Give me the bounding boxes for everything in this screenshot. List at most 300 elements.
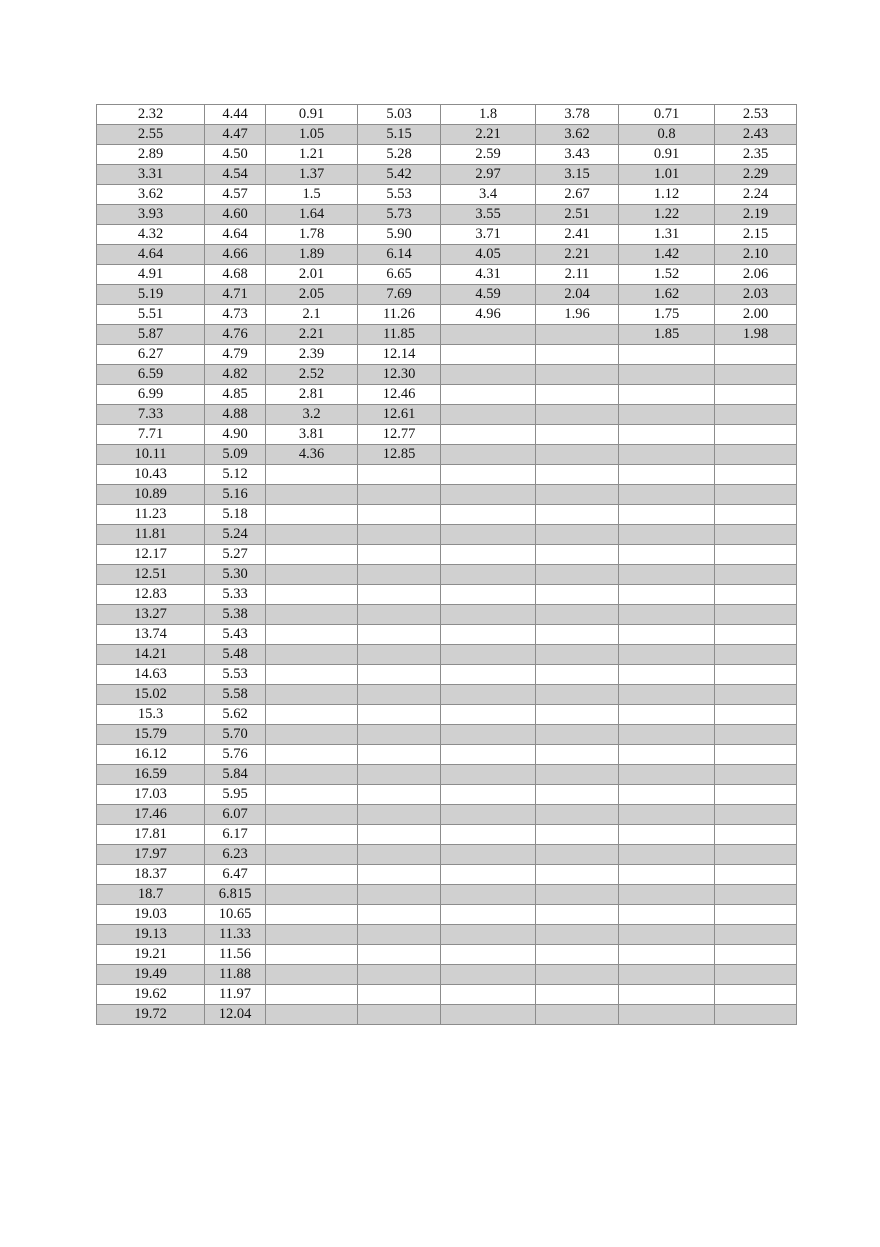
table-cell	[619, 445, 715, 465]
table-cell	[619, 745, 715, 765]
table-cell: 5.18	[205, 505, 266, 525]
table-cell	[358, 785, 441, 805]
table-cell: 1.12	[619, 185, 715, 205]
table-cell: 1.96	[536, 305, 619, 325]
table-row	[97, 505, 797, 525]
table-cell: 2.32	[97, 105, 205, 125]
table-cell: 5.43	[205, 625, 266, 645]
table-cell	[358, 625, 441, 645]
table-cell	[358, 645, 441, 665]
table-cell: 3.93	[97, 205, 205, 225]
table-cell: 1.89	[266, 245, 358, 265]
table-cell	[266, 645, 358, 665]
table-cell: 4.44	[205, 105, 266, 125]
table-cell: 13.27	[97, 605, 205, 625]
table-cell	[536, 385, 619, 405]
table-cell: 3.62	[97, 185, 205, 205]
table-cell: 1.78	[266, 225, 358, 245]
table-cell: 11.97	[205, 985, 266, 1005]
table-cell	[266, 885, 358, 905]
table-cell: 5.51	[97, 305, 205, 325]
table-cell	[715, 985, 797, 1005]
table-cell	[715, 605, 797, 625]
table-row	[97, 205, 797, 225]
table-cell: 12.51	[97, 565, 205, 585]
table-cell: 4.36	[266, 445, 358, 465]
table-cell	[715, 825, 797, 845]
table-cell	[619, 765, 715, 785]
table-cell: 5.33	[205, 585, 266, 605]
table-cell: 4.82	[205, 365, 266, 385]
table-cell: 1.01	[619, 165, 715, 185]
table-cell: 6.65	[358, 265, 441, 285]
table-cell: 5.09	[205, 445, 266, 465]
table-cell: 10.43	[97, 465, 205, 485]
table-body	[97, 105, 797, 1025]
table-row	[97, 965, 797, 985]
table-cell: 1.98	[715, 325, 797, 345]
table-row	[97, 985, 797, 1005]
table-cell	[266, 725, 358, 745]
table-cell: 4.31	[441, 265, 536, 285]
table-cell: 4.68	[205, 265, 266, 285]
table-cell: 2.55	[97, 125, 205, 145]
table-cell: 15.79	[97, 725, 205, 745]
table-cell	[358, 705, 441, 725]
table-cell	[441, 825, 536, 845]
table-cell	[358, 985, 441, 1005]
table-cell	[715, 485, 797, 505]
table-cell	[266, 465, 358, 485]
table-cell	[619, 385, 715, 405]
table-cell: 14.21	[97, 645, 205, 665]
table-cell	[266, 905, 358, 925]
table-cell	[619, 985, 715, 1005]
table-cell: 2.41	[536, 225, 619, 245]
table-cell: 3.62	[536, 125, 619, 145]
table-cell	[715, 1005, 797, 1025]
table-cell	[715, 445, 797, 465]
table-cell: 2.11	[536, 265, 619, 285]
table-cell	[619, 425, 715, 445]
table-cell	[266, 665, 358, 685]
table-row	[97, 285, 797, 305]
table-row	[97, 625, 797, 645]
table-row	[97, 945, 797, 965]
table-cell: 5.73	[358, 205, 441, 225]
table-row	[97, 725, 797, 745]
table-cell: 3.31	[97, 165, 205, 185]
table-cell	[358, 945, 441, 965]
table-cell	[441, 745, 536, 765]
table-cell: 5.03	[358, 105, 441, 125]
table-cell	[441, 385, 536, 405]
table-cell	[619, 365, 715, 385]
table-cell	[266, 805, 358, 825]
table-cell: 5.12	[205, 465, 266, 485]
table-cell	[358, 505, 441, 525]
table-cell	[715, 705, 797, 725]
table-cell	[441, 685, 536, 705]
table-cell: 11.33	[205, 925, 266, 945]
table-row	[97, 425, 797, 445]
table-cell	[358, 805, 441, 825]
table-cell: 2.10	[715, 245, 797, 265]
table-cell: 3.43	[536, 145, 619, 165]
table-row	[97, 145, 797, 165]
table-cell	[619, 505, 715, 525]
table-cell: 5.27	[205, 545, 266, 565]
table-cell	[715, 785, 797, 805]
table-cell	[441, 545, 536, 565]
table-cell: 1.5	[266, 185, 358, 205]
table-cell	[715, 385, 797, 405]
table-cell: 5.19	[97, 285, 205, 305]
table-cell	[715, 965, 797, 985]
table-cell: 2.39	[266, 345, 358, 365]
table-cell	[536, 945, 619, 965]
table-row	[97, 885, 797, 905]
table-cell	[619, 465, 715, 485]
table-row	[97, 845, 797, 865]
table-cell: 10.89	[97, 485, 205, 505]
table-cell	[266, 605, 358, 625]
table-cell	[619, 865, 715, 885]
table-cell	[266, 705, 358, 725]
table-cell	[619, 625, 715, 645]
table-cell: 19.21	[97, 945, 205, 965]
table-cell: 14.63	[97, 665, 205, 685]
table-cell: 5.53	[205, 665, 266, 685]
table-cell	[441, 885, 536, 905]
table-cell	[619, 805, 715, 825]
table-cell: 1.42	[619, 245, 715, 265]
table-cell	[266, 945, 358, 965]
table-cell	[619, 685, 715, 705]
table-cell	[441, 605, 536, 625]
table-cell	[441, 865, 536, 885]
table-row	[97, 805, 797, 825]
table-cell: 11.81	[97, 525, 205, 545]
table-row	[97, 365, 797, 385]
table-cell: 18.7	[97, 885, 205, 905]
table-cell: 4.76	[205, 325, 266, 345]
table-cell	[536, 485, 619, 505]
table-cell	[358, 825, 441, 845]
table-cell: 0.91	[619, 145, 715, 165]
table-cell	[619, 705, 715, 725]
table-cell	[536, 725, 619, 745]
table-cell	[266, 625, 358, 645]
table-cell: 2.01	[266, 265, 358, 285]
table-cell: 3.78	[536, 105, 619, 125]
table-cell: 18.37	[97, 865, 205, 885]
table-cell	[441, 845, 536, 865]
table-cell: 7.33	[97, 405, 205, 425]
table-cell	[441, 965, 536, 985]
table-row	[97, 325, 797, 345]
table-cell: 4.96	[441, 305, 536, 325]
table-cell: 5.76	[205, 745, 266, 765]
table-cell	[536, 505, 619, 525]
table-cell	[536, 325, 619, 345]
table-cell	[266, 525, 358, 545]
table-cell	[441, 905, 536, 925]
table-cell: 19.13	[97, 925, 205, 945]
table-cell	[358, 885, 441, 905]
table-cell: 19.03	[97, 905, 205, 925]
table-cell: 2.15	[715, 225, 797, 245]
table-cell	[358, 605, 441, 625]
table-cell	[358, 525, 441, 545]
table-cell	[441, 725, 536, 745]
table-cell	[619, 565, 715, 585]
table-cell	[441, 565, 536, 585]
table-cell	[441, 445, 536, 465]
table-row	[97, 225, 797, 245]
table-cell: 1.22	[619, 205, 715, 225]
table-cell: 6.59	[97, 365, 205, 385]
table-cell: 2.29	[715, 165, 797, 185]
table-cell: 3.81	[266, 425, 358, 445]
table-cell: 4.50	[205, 145, 266, 165]
table-cell	[619, 905, 715, 925]
table-cell: 5.48	[205, 645, 266, 665]
table-cell	[441, 505, 536, 525]
table-cell: 17.03	[97, 785, 205, 805]
table-cell: 6.815	[205, 885, 266, 905]
table-cell: 1.85	[619, 325, 715, 345]
table-cell: 17.97	[97, 845, 205, 865]
table-cell: 6.27	[97, 345, 205, 365]
table-cell	[536, 685, 619, 705]
table-cell	[441, 425, 536, 445]
table-cell	[715, 505, 797, 525]
table-cell: 13.74	[97, 625, 205, 645]
table-cell	[536, 605, 619, 625]
table-cell	[441, 785, 536, 805]
table-cell	[441, 345, 536, 365]
table-cell	[536, 1005, 619, 1025]
table-cell: 0.8	[619, 125, 715, 145]
table-row	[97, 705, 797, 725]
table-cell	[266, 925, 358, 945]
table-cell: 15.3	[97, 705, 205, 725]
table-cell	[358, 1005, 441, 1025]
table-cell: 5.95	[205, 785, 266, 805]
table-cell	[715, 845, 797, 865]
table-cell	[619, 605, 715, 625]
table-cell	[715, 345, 797, 365]
table-cell	[619, 965, 715, 985]
table-cell	[536, 645, 619, 665]
table-cell: 2.05	[266, 285, 358, 305]
table-cell: 4.90	[205, 425, 266, 445]
table-cell: 7.69	[358, 285, 441, 305]
table-cell: 4.59	[441, 285, 536, 305]
table-cell: 15.02	[97, 685, 205, 705]
table-cell	[266, 745, 358, 765]
table-row	[97, 645, 797, 665]
table-cell	[441, 945, 536, 965]
table-cell: 2.24	[715, 185, 797, 205]
table-cell	[715, 905, 797, 925]
table-row	[97, 525, 797, 545]
table-cell: 12.61	[358, 405, 441, 425]
table-cell: 4.64	[205, 225, 266, 245]
table-cell: 5.58	[205, 685, 266, 705]
table-cell	[536, 865, 619, 885]
table-cell	[441, 625, 536, 645]
table-cell: 5.84	[205, 765, 266, 785]
table-row	[97, 545, 797, 565]
table-cell	[536, 905, 619, 925]
table-row	[97, 405, 797, 425]
table-row	[97, 445, 797, 465]
table-cell	[715, 665, 797, 685]
table-cell: 2.52	[266, 365, 358, 385]
table-cell	[619, 645, 715, 665]
table-cell	[619, 1005, 715, 1025]
table-cell	[619, 405, 715, 425]
table-row	[97, 345, 797, 365]
table-cell: 12.46	[358, 385, 441, 405]
table-cell	[619, 345, 715, 365]
table-cell	[266, 505, 358, 525]
table-row	[97, 765, 797, 785]
table-cell	[536, 825, 619, 845]
table-cell	[441, 525, 536, 545]
table-cell	[536, 765, 619, 785]
table-cell: 5.28	[358, 145, 441, 165]
table-cell	[619, 665, 715, 685]
table-cell	[266, 965, 358, 985]
table-cell	[441, 925, 536, 945]
table-cell: 5.87	[97, 325, 205, 345]
table-cell: 1.8	[441, 105, 536, 125]
table-cell: 2.06	[715, 265, 797, 285]
table-row	[97, 665, 797, 685]
table-row	[97, 865, 797, 885]
table-cell: 5.42	[358, 165, 441, 185]
table-cell	[715, 365, 797, 385]
table-cell: 2.81	[266, 385, 358, 405]
table-cell: 5.70	[205, 725, 266, 745]
table-cell	[715, 545, 797, 565]
table-cell: 5.30	[205, 565, 266, 585]
table-cell	[536, 665, 619, 685]
table-row	[97, 825, 797, 845]
table-cell	[715, 625, 797, 645]
table-cell: 6.14	[358, 245, 441, 265]
table-cell	[536, 585, 619, 605]
table-row	[97, 305, 797, 325]
table-cell: 16.59	[97, 765, 205, 785]
table-cell	[358, 765, 441, 785]
table-cell	[266, 765, 358, 785]
table-cell	[715, 925, 797, 945]
table-cell: 2.43	[715, 125, 797, 145]
table-row	[97, 1005, 797, 1025]
table-row	[97, 925, 797, 945]
table-cell: 10.11	[97, 445, 205, 465]
table-cell	[266, 785, 358, 805]
table-cell: 3.71	[441, 225, 536, 245]
table-cell: 17.81	[97, 825, 205, 845]
table-cell	[441, 665, 536, 685]
table-cell: 5.62	[205, 705, 266, 725]
table-cell	[619, 585, 715, 605]
table-cell: 4.79	[205, 345, 266, 365]
table-cell	[266, 865, 358, 885]
table-cell: 3.2	[266, 405, 358, 425]
table-cell: 5.16	[205, 485, 266, 505]
table-cell: 2.03	[715, 285, 797, 305]
table-cell	[441, 645, 536, 665]
table-cell: 19.49	[97, 965, 205, 985]
table-cell	[358, 545, 441, 565]
table-cell: 4.64	[97, 245, 205, 265]
table-cell	[358, 485, 441, 505]
table-cell	[715, 725, 797, 745]
table-cell: 0.71	[619, 105, 715, 125]
table-cell	[536, 465, 619, 485]
table-cell	[619, 845, 715, 865]
table-cell	[715, 865, 797, 885]
table-cell: 2.97	[441, 165, 536, 185]
table-cell: 6.47	[205, 865, 266, 885]
table-cell	[536, 985, 619, 1005]
table-cell	[266, 1005, 358, 1025]
table-cell	[266, 825, 358, 845]
table-cell	[536, 785, 619, 805]
table-cell: 6.07	[205, 805, 266, 825]
table-cell	[358, 465, 441, 485]
table-cell: 11.88	[205, 965, 266, 985]
table-cell: 4.71	[205, 285, 266, 305]
table-cell	[536, 445, 619, 465]
table-cell	[266, 565, 358, 585]
table-cell: 12.04	[205, 1005, 266, 1025]
table-cell: 11.26	[358, 305, 441, 325]
table-cell: 2.1	[266, 305, 358, 325]
data-table	[96, 104, 797, 1025]
table-cell	[715, 945, 797, 965]
table-cell	[536, 565, 619, 585]
table-row	[97, 125, 797, 145]
table-cell	[441, 405, 536, 425]
table-row	[97, 905, 797, 925]
table-row	[97, 745, 797, 765]
table-cell	[536, 545, 619, 565]
table-cell: 2.51	[536, 205, 619, 225]
table-cell	[441, 465, 536, 485]
table-cell	[715, 885, 797, 905]
table-cell: 19.62	[97, 985, 205, 1005]
table-row	[97, 565, 797, 585]
table-cell: 6.99	[97, 385, 205, 405]
table-cell: 10.65	[205, 905, 266, 925]
table-cell	[715, 745, 797, 765]
table-cell: 1.05	[266, 125, 358, 145]
table-cell	[266, 545, 358, 565]
table-cell: 12.77	[358, 425, 441, 445]
table-cell: 2.89	[97, 145, 205, 165]
table-cell: 1.31	[619, 225, 715, 245]
table-cell	[536, 625, 619, 645]
table-cell: 1.52	[619, 265, 715, 285]
table-cell: 4.54	[205, 165, 266, 185]
